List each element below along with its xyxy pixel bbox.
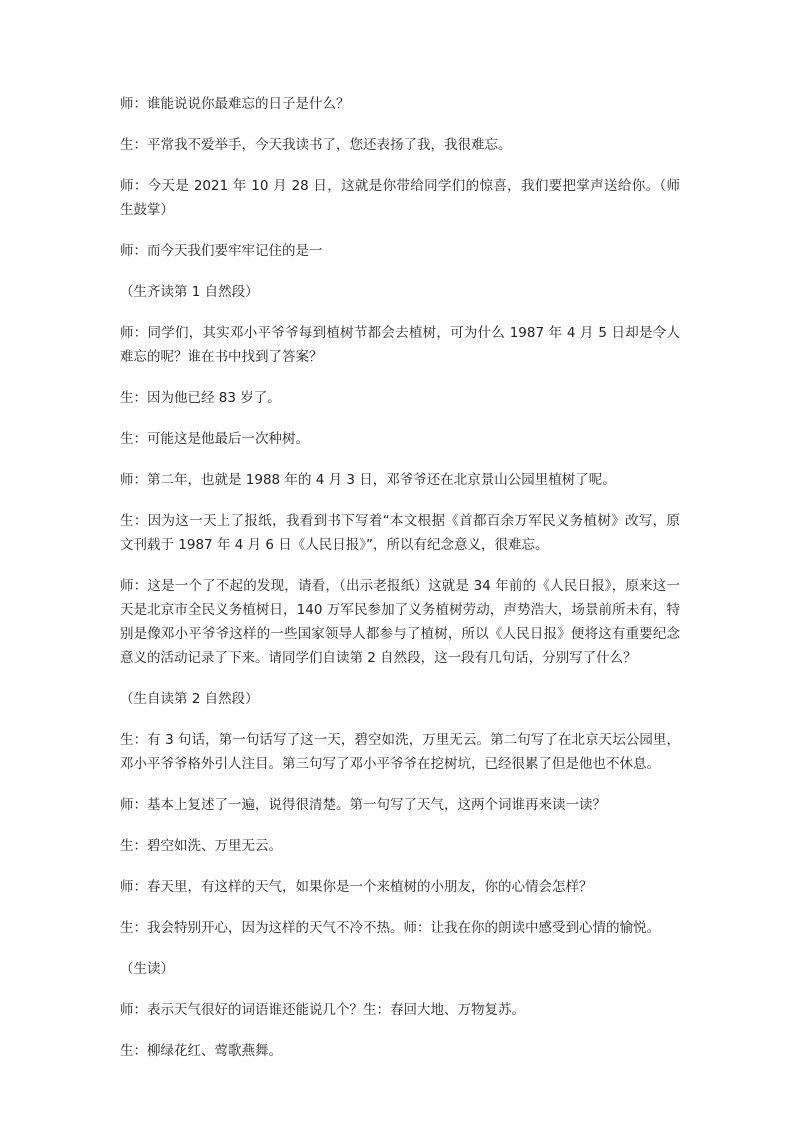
paragraph-16: 师：春天里，有这样的天气，如果你是一个来植树的小朋友，你的心情会怎样？ xyxy=(120,879,593,895)
paragraph-20: 生：柳绿花红、莺歌燕舞。 xyxy=(120,1043,282,1059)
paragraph-13: 生：有 3 句话，第一句话写了这一天，碧空如洗，万里无云。第二句写了在北京天坛公园里，邓小平爷爷格外引人注目。第三句写了邓小平爷爷在挖树坑，已经很累了但是他也不休息。 xyxy=(120,732,680,772)
paragraph-17: 生：我会特别开心，因为这样的天气不冷不热。师：让我在你的朗读中感受到心情的愉悦。 xyxy=(120,920,660,936)
paragraph-1: 师：谁能说说你最难忘的日子是什么？ xyxy=(120,96,350,112)
document-body xyxy=(120,92,680,1080)
paragraph-9: 师：第二年，也就是 1988 年的 4 月 3 日，邓爷爷还在北京景山公园里植树了呢。 xyxy=(120,472,616,488)
paragraph-5: （生齐读第 1 自然段） xyxy=(120,284,259,300)
paragraph-14: 师：基本上复述了一遍，说得很清楚。第一句写了天气，这两个词谁再来读一读？ xyxy=(120,797,606,813)
paragraph-10: 生：因为这一天上了报纸，我看到书下写着“本文根据《首都百余万军民义务植树》改写，原文刊载于 1987 年 4 月 6 日《人民日报》”，所以有纪念意义，很难忘。 xyxy=(120,513,680,553)
paragraph-6: 师：同学们，其实邓小平爷爷每到植树节都会去植树，可为什么 1987 年 4 月 5 日却是令人难忘的呢？谁在书中找到了答案？ xyxy=(120,325,680,365)
paragraph-8: 生：可能这是他最后一次种树。 xyxy=(120,431,309,447)
paragraph-2: 生：平常我不爱举手，今天我读书了，您还表扬了我，我很难忘。 xyxy=(120,137,512,153)
paragraph-7: 生：因为他已经 83 岁了。 xyxy=(120,390,281,406)
paragraph-3: 师：今天是 2021 年 10 月 28 日，这就是你带给同学们的惊喜，我们要把掌声送给你。（师生鼓掌） xyxy=(120,178,680,218)
paragraph-11: 师：这是一个了不起的发现，请看，（出示老报纸）这就是 34 年前的《人民日报》，原来这一天是北京市全民义务植树日，140 万军民参加了义务植树劳动，声势浩大，场景前所未有，特别是像邓小平爷爷这样的一些国家领导人都参与了植树，所以《人民日报》便将这有重要纪念意义的活动记录了下来。请同学们自读第 2 自然段，这一段有几句话，分别写了什么？ xyxy=(120,578,680,666)
paragraph-19: 师：表示天气很好的词语谁还能说几个？生：春回大地、万物复苏。 xyxy=(120,1002,525,1018)
paragraph-12: （生自读第 2 自然段） xyxy=(120,691,259,707)
paragraph-4: 师：而今天我们要牢牢记住的是一 xyxy=(120,243,323,259)
paragraph-15: 生：碧空如洗、万里无云。 xyxy=(120,838,282,854)
paragraph-18: （生读） xyxy=(120,961,174,977)
